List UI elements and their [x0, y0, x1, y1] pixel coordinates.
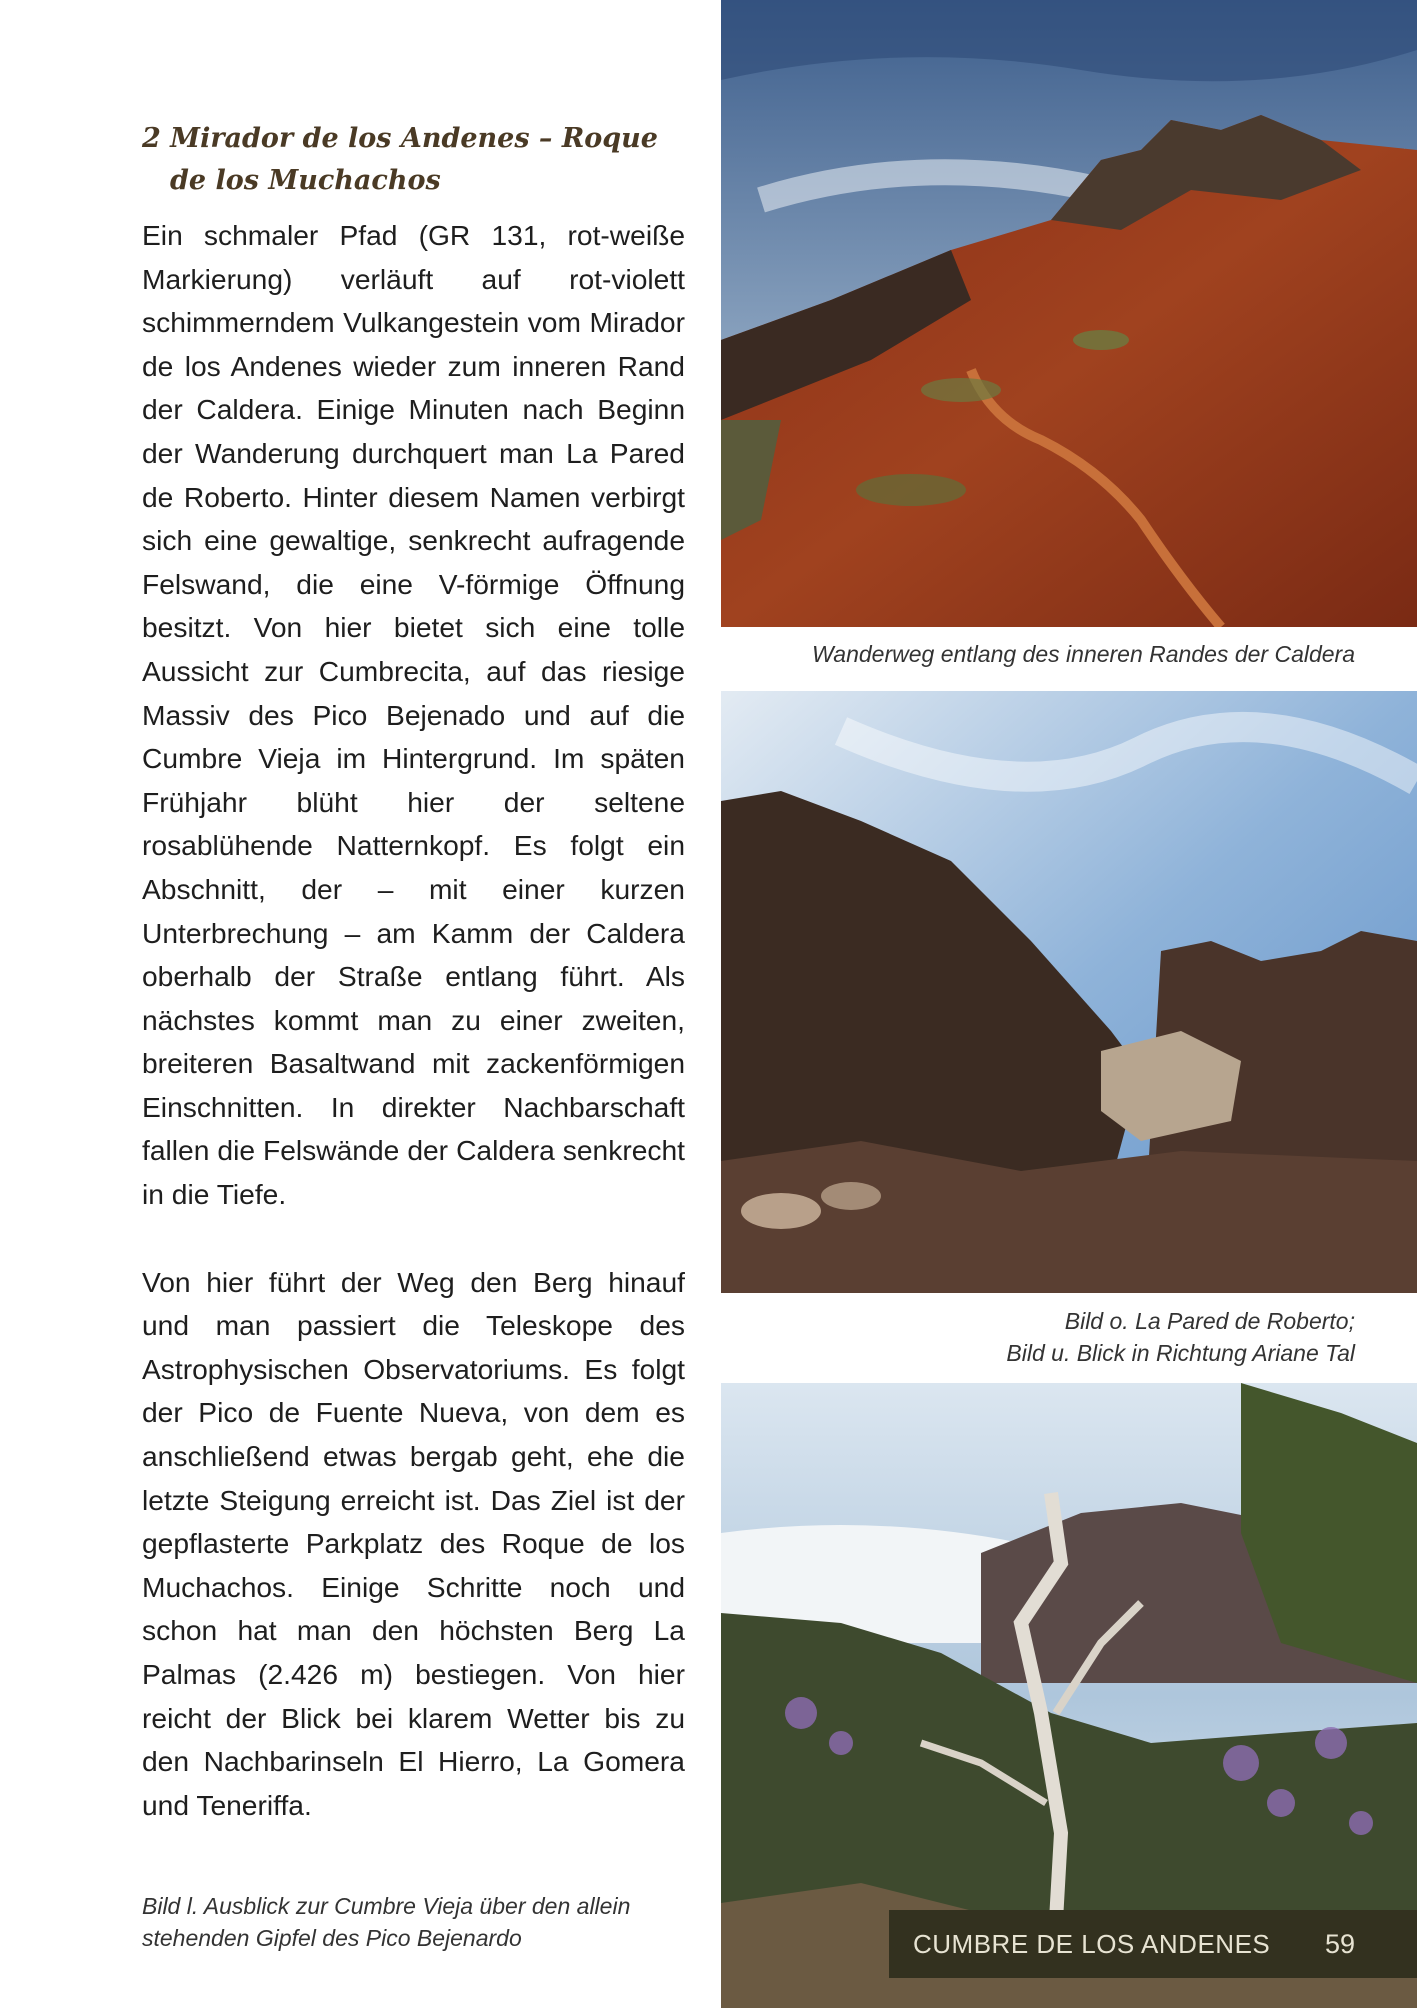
photo-caption-2-line-2: Bild u. Blick in Richtung Ariane Tal: [1006, 1340, 1355, 1366]
rock-wall-illustration: [721, 691, 1417, 1293]
paragraph-1: Ein schmaler Pfad (GR 131, rot-weiße Markierung) verläuft auf rot-violett schimmerndem Vulkangestein vom Mirador de los Andenes wieder zum inneren Rand der Caldera. Einige Minuten nach Beginn der Wanderung durchquert man La Pared de Roberto. Hinter diesem Namen verbirgt sich eine gewaltige, senkrecht aufragende Felswand, die eine V-förmige Öffnung besitzt. Von hier bietet sich eine tolle Aussicht zur Cumbrecita, auf das riesige Massiv des Pico Bejenado und auf die Cumbre Vieja im Hintergrund. Im späten Frühjahr blüht hier der seltene rosablühende Natternkopf. Es folgt ein Abschnitt, der – mit einer kurzen Unterbrechung – am Kamm der Caldera oberhalb der Straße entlang führt. Als nächstes kommt man zu einer zweiten, breiteren Basaltwand mit zackenförmigen Einschnitten. In direkter Nachbarschaft fallen die Felswände der Caldera senkrecht in die Tiefe.: [142, 219, 685, 1211]
footer-section-title: CUMBRE DE LOS ANDENES: [913, 1928, 1271, 1959]
left-caption-line-2: stehenden Gipfel des Pico Bejenardo: [142, 1925, 522, 1951]
left-image-caption: [142, 1890, 702, 1954]
photo-volcanic-trail: [721, 0, 1417, 627]
photo-caption-2-line-1: Bild o. La Pared de Roberto;: [1064, 1308, 1355, 1334]
text-column: [142, 118, 685, 1827]
photo-caption-2: [715, 1305, 1355, 1369]
left-caption-line-1: Bild l. Ausblick zur Cumbre Vieja über den allein: [142, 1893, 631, 1919]
page-number: 59: [1325, 1928, 1356, 1959]
photo-rock-wall: [721, 691, 1417, 1293]
paragraph-2: Von hier führt der Weg den Berg hinauf und man passiert die Teleskope des Astrophysischen Observatoriums. Es folgt der Pico de Fuente Nueva, von dem es anschließend etwas bergab geht, ehe die letzte Steigung erreicht ist. Das Ziel ist der gepflasterte Parkplatz des Roque de los Muchachos. Einige Schritte noch und schon hat man den höchsten Berg La Palmas (2.426 m) bestiegen. Von hier reicht der Blick bei klarem Wetter bis zu den Nachbarinseln El Hierro, La Gomera und Teneriffa.: [142, 1265, 685, 1821]
photo-column: [721, 0, 1417, 2008]
page-footer-band: [889, 1910, 1417, 1978]
section-heading: 2 Mirador de los Andenes – Roque de los Muchachos: [142, 123, 658, 196]
photo-caption-1: Wanderweg entlang des inneren Randes der Caldera: [812, 641, 1355, 667]
volcanic-trail-illustration: [721, 0, 1417, 627]
